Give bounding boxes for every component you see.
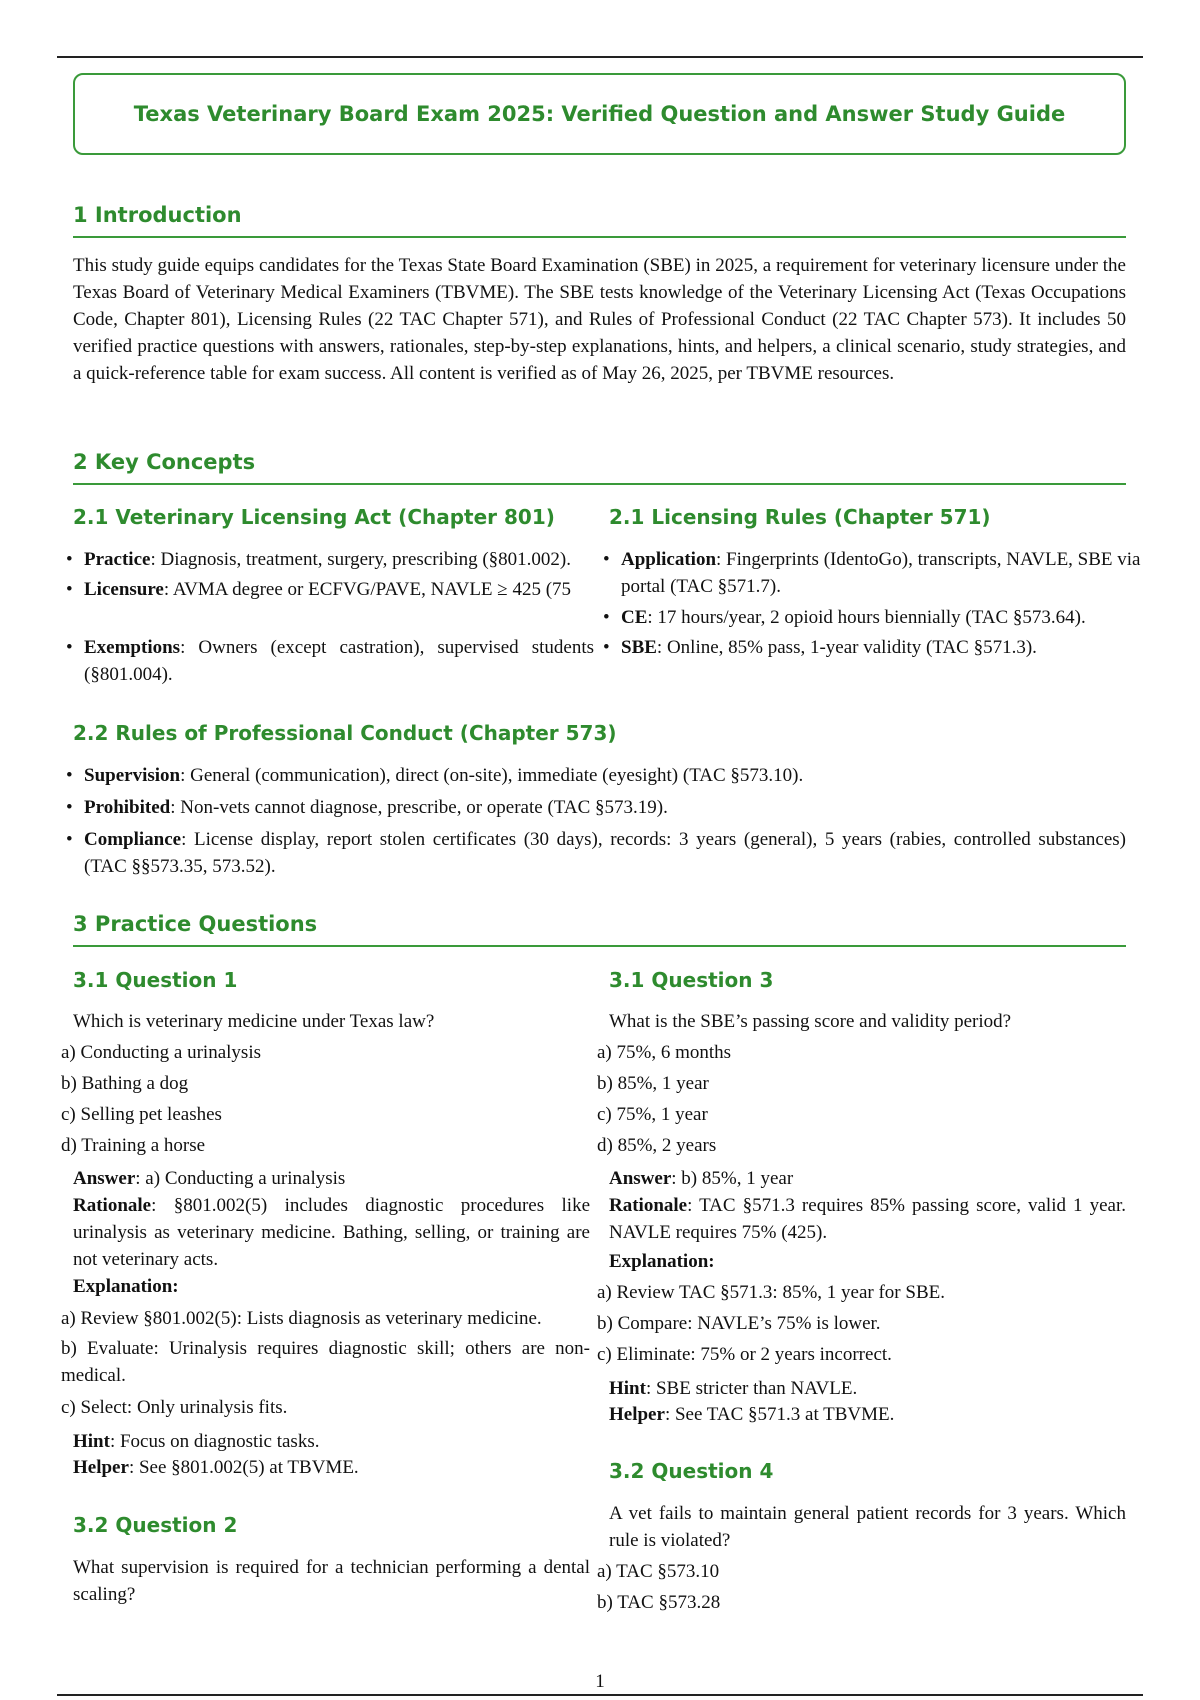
list-item: • Practice: Diagnosis, treatment, surgery, prescribing (§801.002).	[84, 546, 644, 573]
bullet-icon: •	[66, 765, 73, 786]
question-1-rationale: Rationale: §801.002(5) includes diagnostic procedures like urinalysis as veterinary medicine. Bathing, selling, or training are not veterinary acts.	[73, 1195, 590, 1270]
bottom-rule	[57, 1694, 1143, 1696]
title-box	[73, 73, 1126, 155]
page-number: 1	[595, 1671, 605, 1692]
subheading-professional-conduct: 2.2 Rules of Professional Conduct (Chapter 573)	[73, 721, 617, 745]
question-4-option-a: a) TAC §573.10	[597, 1561, 720, 1582]
bullet-icon: •	[66, 797, 73, 818]
list-item: • Exemptions: Owners (except castration), supervised students (§801.004).	[84, 634, 594, 688]
bullet-icon: •	[66, 579, 73, 600]
list-item: • SBE: Online, 85% pass, 1-year validity (TAC §571.3).	[621, 634, 1143, 661]
list-item: • Supervision: General (communication), direct (on-site), immediate (eyesight) (TAC §573.10).	[84, 762, 1126, 789]
bullet-icon: •	[603, 607, 610, 628]
question-3-rationale: Rationale: TAC §571.3 requires 85% passing score, valid 1 year. NAVLE requires 75% (425).	[609, 1195, 1126, 1243]
bullet-icon: •	[603, 637, 610, 658]
question-3-step-a: a) Review TAC §571.3: 85%, 1 year for SBE.	[597, 1282, 945, 1303]
question-1-option-c: c) Selling pet leashes	[61, 1104, 222, 1125]
section-heading-key-concepts: 2 Key Concepts	[73, 450, 256, 474]
question-3-option-b: b) 85%, 1 year	[597, 1073, 709, 1094]
question-4-heading: 3.2 Question 4	[609, 1459, 774, 1483]
top-rule	[57, 56, 1143, 58]
subheading-licensing-rules: 2.1 Licensing Rules (Chapter 571)	[609, 505, 991, 529]
question-3-helper: Helper: See TAC §571.3 at TBVME.	[609, 1404, 895, 1425]
question-2-text: What supervision is required for a technician performing a dental scaling?	[73, 1557, 590, 1605]
bullet-icon: •	[66, 829, 73, 850]
question-3-heading: 3.1 Question 3	[609, 968, 774, 992]
question-3-answer: Answer: b) 85%, 1 year	[609, 1168, 794, 1189]
question-3-step-b: b) Compare: NAVLE’s 75% is lower.	[597, 1313, 881, 1334]
list-item: • Compliance: License display, report stolen certificates (30 days), records: 3 years (general), 5 years (rabies, controlled substances) (TAC §§573.35, 573.52).	[84, 826, 1126, 880]
question-4-text: A vet fails to maintain general patient records for 3 years. Which rule is violated?	[609, 1503, 1126, 1551]
list-item: • CE: 17 hours/year, 2 opioid hours biennially (TAC §573.64).	[621, 604, 1151, 631]
list-item: • Licensure: AVMA degree or ECFVG/PAVE, NAVLE ≥ 425 (75	[84, 576, 604, 603]
bullet-icon: •	[603, 549, 610, 570]
bullet-icon: •	[66, 637, 73, 658]
question-1-answer: Answer: a) Conducting a urinalysis	[73, 1168, 346, 1189]
question-3-explanation-label: Explanation:	[609, 1251, 715, 1272]
section-underline	[73, 483, 1126, 485]
document-title: Texas Veterinary Board Exam 2025: Verified Question and Answer Study Guide	[133, 101, 1066, 126]
question-1-option-b: b) Bathing a dog	[61, 1073, 189, 1094]
question-3-hint: Hint: SBE stricter than NAVLE.	[609, 1378, 858, 1399]
subheading-licensing-act: 2.1 Veterinary Licensing Act (Chapter 801)	[73, 505, 555, 529]
list-item: • Prohibited: Non-vets cannot diagnose, prescribe, or operate (TAC §573.19).	[84, 794, 1126, 821]
question-3-option-d: d) 85%, 2 years	[597, 1135, 717, 1156]
question-1-explanation-label: Explanation:	[73, 1276, 179, 1297]
question-1-option-d: d) Training a horse	[61, 1135, 206, 1156]
question-2-heading: 3.2 Question 2	[73, 1513, 238, 1537]
question-1-hint: Hint: Focus on diagnostic tasks.	[73, 1431, 320, 1452]
question-1-heading: 3.1 Question 1	[73, 968, 238, 992]
question-1-step-a: a) Review §801.002(5): Lists diagnosis as veterinary medicine.	[61, 1308, 542, 1329]
section-underline	[73, 945, 1126, 947]
question-1-helper: Helper: See §801.002(5) at TBVME.	[73, 1457, 359, 1478]
question-1-step-b: b) Evaluate: Urinalysis requires diagnostic skill; others are non-medical.	[61, 1338, 590, 1386]
list-item: • Application: Fingerprints (IdentoGo), transcripts, NAVLE, SBE via portal (TAC §571.7).	[621, 546, 1143, 600]
question-1-text: Which is veterinary medicine under Texas law?	[73, 1011, 435, 1032]
section-heading-practice-questions: 3 Practice Questions	[73, 912, 318, 936]
question-1-step-c: c) Select: Only urinalysis fits.	[61, 1397, 288, 1418]
question-1-option-a: a) Conducting a urinalysis	[61, 1042, 261, 1063]
question-3-text: What is the SBE’s passing score and validity period?	[609, 1011, 1012, 1032]
section-heading-introduction: 1 Introduction	[73, 203, 242, 227]
bullet-icon: •	[66, 549, 73, 570]
question-3-step-c: c) Eliminate: 75% or 2 years incorrect.	[597, 1344, 892, 1365]
introduction-paragraph: This study guide equips candidates for the Texas State Board Examination (SBE) in 2025, a requirement for veterinary licensure under the Texas Board of Veterinary Medical Examiners (TBVME). The SBE tests knowledge of the Veterinary Licensing Act (Texas Occupations Code, Chapter 801), Licensing Rules (22 TAC Chapter 571), and Rules of Professional Conduct (22 TAC Chapter 573). It includes 50 verified practice questions with answers, rationales, step-by-step explanations, hints, and helpers, a clinical scenario, study strategies, and a quick-reference table for exam success. All content is verified as of May 26, 2025, per TBVME resources.	[73, 255, 1126, 384]
question-3-option-a: a) 75%, 6 months	[597, 1042, 732, 1063]
question-3-option-c: c) 75%, 1 year	[597, 1104, 708, 1125]
section-underline	[73, 236, 1126, 238]
question-4-option-b: b) TAC §573.28	[597, 1592, 721, 1613]
